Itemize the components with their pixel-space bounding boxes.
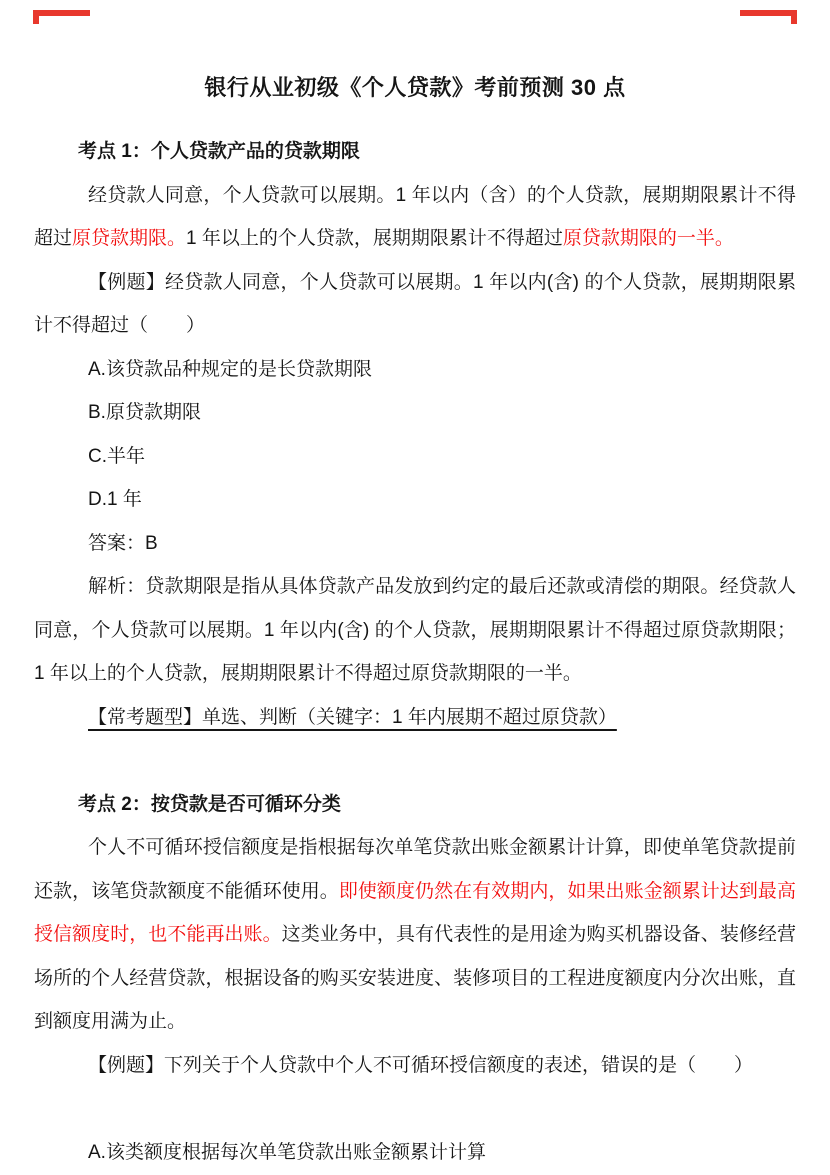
crop-mark-top-right <box>740 8 797 24</box>
point-1-heading: 考点 1：个人贷款产品的贷款期限 <box>78 141 360 162</box>
page-title: 银行从业初级《个人贷款》考前预测 30 点 <box>204 75 626 100</box>
highlight-red-text: 原贷款期限。 <box>72 228 187 249</box>
body-text: 这类业务中，具有代表性的是用途为购买机器设备、装修经营场所的个人经营贷款，根据设备的购买安装进度、装修项目的工程进度额度内分次出账，直到额度用满为止。 <box>34 924 796 1032</box>
document-body <box>34 130 796 1174</box>
section-point-1 <box>34 130 796 739</box>
highlight-red-text: 即使额度仍然在有效期内，如果出账金额累计达到最高授信额度时，也不能再出账。 <box>34 880 796 945</box>
point-2-option-a: A.该类额度根据每次单笔贷款出账金额累计计算 <box>88 1141 486 1163</box>
section-point-2 <box>34 783 796 1175</box>
point-1-answer-line: 答案：B <box>88 532 158 554</box>
point-1-analysis-paragraph: 解析：贷款期限是指从具体贷款产品发放到约定的最后还款或清偿的期限。经贷款人同意，个人贷款可以展期。1 年以内(含) 的个人贷款，展期期限累计不得超过原贷款期限；1 年以上的个人贷款，展期期限累计不得超过原贷款期限的一半。 <box>34 576 796 684</box>
frequent-question-type-text: 【常考题型】单选、判断（关键字：1 年内展期不超过原贷款） <box>88 706 617 728</box>
highlight-red-text: 原贷款期限的一半。 <box>562 228 734 249</box>
point-1-option-b: B.原贷款期限 <box>88 402 201 423</box>
point-2-example-question: 【例题】下列关于个人贷款中个人不可循环授信额度的表述，错误的是（ ） <box>88 1054 754 1076</box>
point-2-intro-paragraph <box>34 826 796 1044</box>
point-1-example-question: 【例题】经贷款人同意，个人贷款可以展期。1 年以内(含) 的个人贷款，展期期限累计不得超过（ ） <box>34 271 796 336</box>
point-1-intro-paragraph <box>34 174 796 261</box>
point-1-option-a: A.该贷款品种规定的是长贷款期限 <box>88 358 372 380</box>
point-1-option-d: D.1 年 <box>88 489 142 510</box>
body-text: 1 年以上的个人贷款，展期期限累计不得超过 <box>186 228 563 249</box>
point-1-option-c: C.半年 <box>88 445 146 467</box>
body-text: 个人不可循环授信额度是指根据每次单笔贷款出账金额累计计算，即使单笔贷款提前还款，该笔贷款额度不能循环使用。 <box>34 837 796 902</box>
body-text: 经贷款人同意，个人贷款可以展期。1 年以内（含）的个人贷款，展期期限累计不得超过 <box>34 184 796 249</box>
crop-mark-top-left <box>33 8 90 24</box>
point-1-frequent-question-type <box>34 696 796 740</box>
point-2-heading: 考点 2：按贷款是否可循环分类 <box>78 793 341 815</box>
